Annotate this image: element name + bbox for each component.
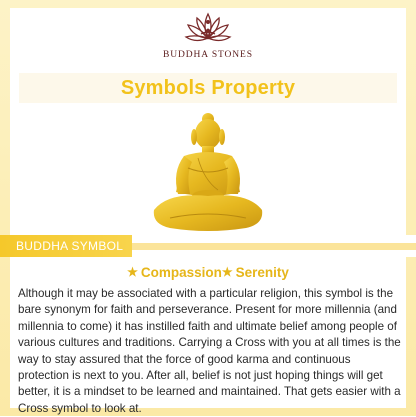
property-compassion xyxy=(127,265,222,280)
symbol-description: Although it may be associated with a particular religion, this symbol is the bare synonym for faith and perseverance. Present for more millennia (and millennia to come) it has instilled faith and ultimate belief among people of various cultures and traditions. Carrying a Cross with you at all times is the way to stay assured that the force of good karma and continuous protection is next to you. After all, belief is not just hoping things will get better, it is a mindset to be learned and maintained. That gets easier with a Cross symbol to look at. xyxy=(18,287,401,415)
section-tag-rule xyxy=(132,243,416,250)
brand-logo xyxy=(0,10,416,60)
property-label: Compassion xyxy=(140,264,222,280)
lotus-meditation-icon xyxy=(184,10,232,48)
section-tag-label-box xyxy=(0,235,132,257)
page-title: Symbols Property xyxy=(120,76,296,99)
properties-line xyxy=(0,263,416,281)
section-tag xyxy=(0,235,416,257)
golden-buddha-statue-icon xyxy=(148,110,268,234)
property-label: Serenity xyxy=(235,264,289,280)
title-banner xyxy=(19,73,397,103)
star-icon: ★ xyxy=(127,265,138,279)
brand-name: BUDDHA STONES xyxy=(163,50,253,60)
property-serenity xyxy=(222,265,289,280)
star-icon: ★ xyxy=(221,265,233,279)
section-tag-label: BUDDHA SYMBOL xyxy=(16,239,124,253)
